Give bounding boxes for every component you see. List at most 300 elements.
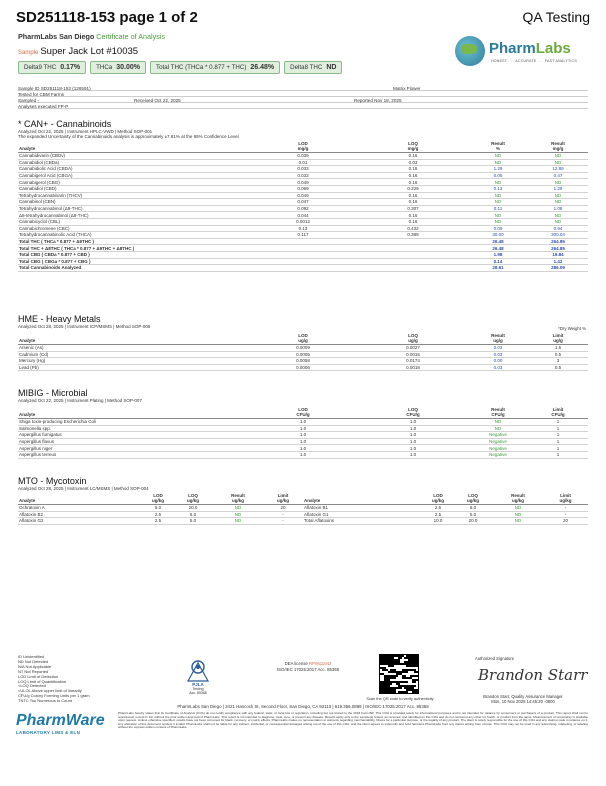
qr-module: [396, 675, 398, 677]
qr-module: [394, 671, 396, 673]
qr-module: [388, 665, 390, 667]
microbial-section: [18, 388, 588, 459]
table-cell: Aspergillus fumigatus: [18, 432, 248, 439]
qr-module: [386, 677, 388, 679]
qr-module: [396, 687, 398, 689]
column-header: Result mg/g: [528, 141, 588, 153]
table-cell: 0.033: [248, 172, 358, 179]
column-header: Result ug/kg: [213, 493, 263, 505]
qr-module: [384, 679, 386, 681]
table-row: [18, 345, 588, 352]
table-cell: 1.0: [248, 425, 358, 432]
table-cell: 0.5: [528, 351, 588, 358]
qr-module: [404, 691, 406, 693]
table-cell: 20.0: [173, 505, 213, 512]
qr-module: [384, 687, 386, 689]
table-cell: 0.092: [248, 205, 358, 212]
table-cell: 0.0005: [248, 351, 358, 358]
qr-module: [414, 685, 416, 687]
qr-module: [386, 691, 388, 693]
qr-module: [406, 671, 408, 673]
table-row: [18, 218, 588, 225]
abbreviation-legend: [18, 655, 90, 704]
pharmware-logo: [16, 712, 112, 742]
table-cell: Cannabidiol (CBD): [18, 185, 248, 192]
table-cell: Negative: [468, 451, 528, 458]
pharmware-sub: LABORATORY LIMS & ELN: [16, 730, 81, 735]
qr-module: [398, 661, 400, 663]
qr-module: [410, 655, 412, 657]
table-cell: 1.0: [248, 432, 358, 439]
table-cell: ND: [213, 505, 263, 512]
qr-module: [402, 675, 404, 677]
qr-module: [406, 663, 408, 665]
table-cell: Total Cannabinoids Analyzed: [18, 265, 248, 272]
table-cell: ND: [468, 419, 528, 426]
qr-module: [412, 661, 414, 663]
legend-item: ND Not Detected: [18, 658, 49, 664]
uncertainty-note: The expanded Uncertainty of the Cannabinoids analysis is approximately ±7.81% at the 95% Confidence Level: [18, 134, 239, 139]
qr-module: [382, 691, 384, 693]
mycotoxin-section: [18, 476, 588, 525]
qr-module: [414, 689, 416, 691]
legend-item: NT Not Reported: [18, 668, 49, 674]
qr-module: [380, 685, 382, 687]
header-row: [18, 493, 588, 505]
qr-caption: Scan the QR code to verify authenticity: [366, 696, 434, 701]
column-header: Analyte: [18, 407, 248, 419]
qr-module: [408, 689, 410, 691]
qr-module: [406, 657, 408, 659]
table-cell: 0.039: [248, 153, 358, 160]
qr-module: [408, 655, 410, 657]
qr-module: [394, 687, 396, 689]
total-row: [18, 265, 588, 272]
table-row: [18, 419, 588, 426]
qr-module: [416, 679, 418, 681]
column-header: Limit ug/g: [528, 333, 588, 345]
pjla-badge: [178, 655, 218, 695]
qr-module: [380, 687, 382, 689]
qr-module: [406, 681, 408, 683]
total-row: [18, 258, 588, 265]
cannabinoids-table: [18, 141, 588, 272]
signature-date: Mon, 10 Nov 2025 14:45:20 -0800: [491, 699, 555, 704]
qr-module: [386, 661, 388, 663]
qr-module: [408, 687, 410, 689]
table-cell: 1.0: [248, 438, 358, 445]
dry-weight-note: *Dry Weight %: [558, 326, 586, 331]
table-cell: Total THC + Δ8THC ( THCa * 0.877 + Δ9THC + Δ8THC ): [18, 245, 248, 252]
qr-module: [390, 663, 392, 665]
qr-module: [396, 671, 398, 673]
heavy-metals-section: [18, 314, 588, 371]
cannabinoids-section: [18, 119, 588, 272]
table-cell: 0.0027: [358, 345, 468, 352]
table-row: [18, 432, 588, 439]
report-id: SD251118-153 page 1 of 2: [16, 9, 198, 26]
signature: Brandon Starr: [478, 666, 588, 684]
qr-module: [412, 685, 414, 687]
qr-module: [388, 683, 390, 685]
column-header: LOQ ug/kg: [173, 493, 213, 505]
qr-module: [404, 677, 406, 679]
table-cell: Aflatoxin G1: [303, 511, 423, 518]
qr-module: [410, 665, 412, 667]
sampled: Sampled -: [18, 97, 39, 103]
legend-item: LOQ Limit of Quantification: [18, 678, 67, 684]
qr-module: [384, 691, 386, 693]
signatory-name: Brandon Starr, Quality Assurance Manager: [483, 694, 563, 699]
qr-module: [390, 687, 392, 689]
qr-module: [384, 677, 386, 679]
table-cell: Aspergillus niger: [18, 445, 248, 452]
table-cell: [248, 258, 358, 265]
table-row: [18, 159, 588, 166]
section-title: MIBIG - Microbial: [18, 388, 88, 398]
table-cell: Cannabidivarin (CBDv): [18, 153, 248, 160]
table-cell: -: [543, 511, 588, 518]
table-cell: 20: [263, 505, 303, 512]
table-cell: 0.09: [468, 225, 528, 232]
table-cell: ND: [528, 192, 588, 199]
pharmware-name: PharmWare: [16, 712, 105, 729]
table-cell: 0.229: [358, 185, 468, 192]
pjla-name: PJLA: [192, 682, 204, 687]
qr-module: [408, 661, 410, 663]
qr-module: [408, 659, 410, 661]
qr-module: [388, 675, 390, 677]
qr-module: [392, 665, 394, 667]
table-cell: 19.84: [528, 251, 588, 258]
qr-module: [384, 657, 386, 659]
qr-module: [388, 681, 390, 683]
table-cell: 0.13: [468, 185, 528, 192]
table-row: [18, 179, 588, 186]
qr-module: [408, 685, 410, 687]
qr-module: [390, 689, 392, 691]
qr-module: [384, 655, 386, 657]
table-cell: Cannabinol (CBN): [18, 199, 248, 206]
table-cell: ND: [468, 212, 528, 219]
qr-module: [398, 657, 400, 659]
qr-module: [388, 677, 390, 679]
qr-module: [388, 671, 390, 673]
table-cell: ND: [528, 153, 588, 160]
table-cell: 0.033: [248, 166, 358, 173]
qr-module: [400, 687, 402, 689]
table-cell: 0.16: [358, 212, 468, 219]
qr-module: [384, 681, 386, 683]
table-row: [18, 172, 588, 179]
qr-module: [394, 669, 396, 671]
badge-value: 30.00%: [116, 64, 140, 71]
qr-module: [396, 663, 398, 665]
table-row: [18, 199, 588, 206]
qr-module: [390, 661, 392, 663]
qr-module: [400, 657, 402, 659]
table-cell: Negative: [468, 438, 528, 445]
table-cell: 3: [528, 358, 588, 365]
table-cell: 1: [528, 445, 588, 452]
section-title: HME - Heavy Metals: [18, 314, 101, 324]
table-cell: 0.044: [248, 212, 358, 219]
qr-module: [404, 671, 406, 673]
table-cell: 1: [528, 451, 588, 458]
qr-module: [412, 659, 414, 661]
table-cell: [248, 245, 358, 252]
table-cell: 1: [528, 425, 588, 432]
badge-value: 0.17%: [60, 64, 81, 71]
table-cell: Aspergillus flavus: [18, 438, 248, 445]
badge-value: 26.48%: [250, 64, 275, 71]
qr-module: [414, 655, 416, 657]
qr-module: [416, 691, 418, 693]
header-row: [18, 141, 588, 153]
qr-module: [388, 659, 390, 661]
qr-module: [384, 685, 386, 687]
qr-module: [408, 665, 410, 667]
qr-module: [386, 657, 388, 659]
column-header: Analyte: [18, 141, 248, 153]
badge-label: Total THC (THCa * 0.877 + THC): [156, 64, 247, 71]
legend-item: N/A Not Applicable: [18, 663, 52, 669]
table-cell: Arsenic (As): [18, 345, 248, 352]
pjla-acc: Acc. 85368: [189, 691, 207, 695]
qr-module: [406, 689, 408, 691]
column-header: Limit CFU/g: [528, 407, 588, 419]
qr-module: [390, 691, 392, 693]
table-cell: 0.0058: [248, 358, 358, 365]
qr-module: [392, 677, 394, 679]
table-cell: 1.29: [468, 166, 528, 173]
qr-module: [386, 663, 388, 665]
qr-module: [412, 657, 414, 659]
table-cell: -: [263, 518, 303, 525]
table-cell: ND: [213, 518, 263, 525]
qr-module: [404, 687, 406, 689]
qr-module: [414, 679, 416, 681]
qr-module: [416, 689, 418, 691]
column-header: LOQ ug/kg: [453, 493, 493, 505]
iso-line: ISO/IEC 17025:2017 Acc. 85368: [276, 667, 340, 672]
pharmlabs-logo: [451, 32, 586, 82]
table-cell: 0.11: [468, 205, 528, 212]
qr-module: [380, 667, 382, 669]
pjla-sub: Testing: [192, 687, 204, 691]
qr-module: [396, 659, 398, 661]
qr-module: [390, 671, 392, 673]
qr-module: [382, 655, 384, 657]
table-cell: 28.61: [468, 265, 528, 272]
qr-module: [388, 663, 390, 665]
table-cell: Cannabigerol (CBG): [18, 179, 248, 186]
qr-module: [386, 655, 388, 657]
qr-module: [416, 661, 418, 663]
table-cell: 0.14: [468, 258, 528, 265]
header-row: [18, 407, 588, 419]
table-cell: [358, 251, 468, 258]
table-cell: 0.069: [248, 185, 358, 192]
table-cell: Shiga toxin-producing Escherichia Coli: [18, 419, 248, 426]
table-row: [18, 511, 588, 518]
qr-module: [402, 685, 404, 687]
dea-license: RP0611043: [308, 661, 332, 666]
qr-module: [394, 681, 396, 683]
legend-item: CFU/g Colony Forming Units per 1 gram: [18, 693, 90, 699]
qr-module: [404, 681, 406, 683]
table-row: [18, 425, 588, 432]
qr-code-image: [380, 655, 418, 693]
table-row: [18, 205, 588, 212]
qr-module: [382, 657, 384, 659]
qr-module: [390, 655, 392, 657]
table-row: [18, 192, 588, 199]
table-row: [18, 225, 588, 232]
column-header: Result ug/kg: [493, 493, 543, 505]
qr-module: [398, 671, 400, 673]
qr-module: [410, 669, 412, 671]
reported: Reported Nov 18, 2025: [354, 97, 402, 103]
qr-module: [416, 659, 418, 661]
qr-module: [384, 669, 386, 671]
dea-block: [258, 661, 358, 673]
qr-module: [380, 657, 382, 659]
qr-module: [388, 687, 390, 689]
qr-module: [412, 675, 414, 677]
qr-module: [386, 669, 388, 671]
qr-module: [392, 687, 394, 689]
qr-module: [386, 687, 388, 689]
qr-module: [384, 667, 386, 669]
sample-info: [18, 85, 588, 109]
column-header: Analyte: [18, 493, 143, 505]
table-cell: 5.0: [453, 511, 493, 518]
table-cell: 0.05: [468, 172, 528, 179]
qr-module: [412, 679, 414, 681]
table-row: [18, 438, 588, 445]
qr-module: [382, 687, 384, 689]
table-cell: Δ8-tetrahydrocannabinol (Δ8-THC): [18, 212, 248, 219]
column-header: Analyte: [18, 333, 248, 345]
qr-module: [394, 691, 396, 693]
table-cell: 2.5: [423, 505, 453, 512]
badge-delta9: [18, 61, 86, 74]
qr-module: [398, 663, 400, 665]
qr-module: [394, 689, 396, 691]
table-cell: ND: [528, 212, 588, 219]
table-cell: 1.98: [468, 251, 528, 258]
qr-module: [406, 661, 408, 663]
table-cell: 2.5: [143, 511, 173, 518]
qr-module: [398, 685, 400, 687]
qr-module: [416, 665, 418, 667]
qr-module: [384, 659, 386, 661]
qr-module: [410, 689, 412, 691]
section-subtitle: Analyzed Oct 22, 2025 | Instrument Plating | Method SOP-007: [18, 398, 142, 403]
qr-module: [386, 659, 388, 661]
qr-module: [398, 673, 400, 675]
qr-module: [394, 663, 396, 665]
qr-module: [400, 655, 402, 657]
qr-module: [404, 685, 406, 687]
table-cell: 0.16: [358, 218, 468, 225]
qr-module: [410, 657, 412, 659]
table-cell: ND: [468, 199, 528, 206]
qr-module: [392, 671, 394, 673]
table-row: [18, 505, 588, 512]
table-cell: Cannabidiolic Acid (CBDA): [18, 166, 248, 173]
info-row: [18, 103, 588, 109]
table-row: [18, 364, 588, 371]
table-cell: ND: [468, 218, 528, 225]
legend-item: ID Unidentified: [18, 654, 45, 659]
badge-thca: [90, 61, 146, 74]
qr-module: [382, 685, 384, 687]
qr-module: [406, 669, 408, 671]
qr-module: [400, 673, 402, 675]
qr-module: [406, 665, 408, 667]
table-cell: 264.85: [528, 238, 588, 245]
table-cell: ND: [468, 179, 528, 186]
qr-module: [402, 681, 404, 683]
table-cell: ND: [493, 511, 543, 518]
table-cell: 1.0: [248, 419, 358, 426]
table-cell: Tetrahydrocannabinolic Acid (THCA): [18, 232, 248, 239]
table-cell: 2.5: [423, 511, 453, 518]
table-cell: Total CBD ( CBDa * 0.877 + CBD ): [18, 251, 248, 258]
qr-module: [404, 657, 406, 659]
section-subtitle: Analyzed Oct 22, 2025 | Instrument HPLC-VWD | Method SOP-001: [18, 129, 153, 134]
table-cell: 1.5: [528, 345, 588, 352]
table-cell: 0.047: [248, 199, 358, 206]
table-cell: ND: [528, 218, 588, 225]
qr-module: [412, 655, 414, 657]
legend-item: LOD Limit of Detection: [18, 673, 59, 679]
qr-module: [408, 657, 410, 659]
qa-testing-label: QA Testing: [522, 9, 590, 25]
table-cell: ND: [468, 192, 528, 199]
qr-module: [384, 663, 386, 665]
table-cell: Aflatoxin B2: [18, 511, 143, 518]
qr-code[interactable]: [379, 654, 419, 694]
qr-module: [380, 689, 382, 691]
qr-module: [392, 659, 394, 661]
qr-module: [398, 683, 400, 685]
qr-module: [394, 677, 396, 679]
table-cell: ND: [528, 199, 588, 206]
table-cell: 2.5: [143, 518, 173, 525]
column-header: LOD ug/kg: [143, 493, 173, 505]
table-cell: 1.42: [528, 258, 588, 265]
qr-module: [390, 665, 392, 667]
qr-module: [410, 659, 412, 661]
qr-module: [388, 689, 390, 691]
qr-module: [380, 683, 382, 685]
coa-label: Certificate of Analysis: [96, 32, 166, 41]
qr-module: [416, 671, 418, 673]
qr-module: [410, 677, 412, 679]
table-cell: Total CBG ( CBGa * 0.877 + CBG ): [18, 258, 248, 265]
table-cell: 26.48: [468, 238, 528, 245]
table-cell: Mercury (Hg): [18, 358, 248, 365]
qr-module: [396, 661, 398, 663]
qr-module: [416, 657, 418, 659]
table-cell: ND: [213, 511, 263, 518]
table-cell: 0.01: [248, 159, 358, 166]
matrix: Matrix Flower: [393, 85, 421, 91]
table-cell: 0.16: [358, 153, 468, 160]
